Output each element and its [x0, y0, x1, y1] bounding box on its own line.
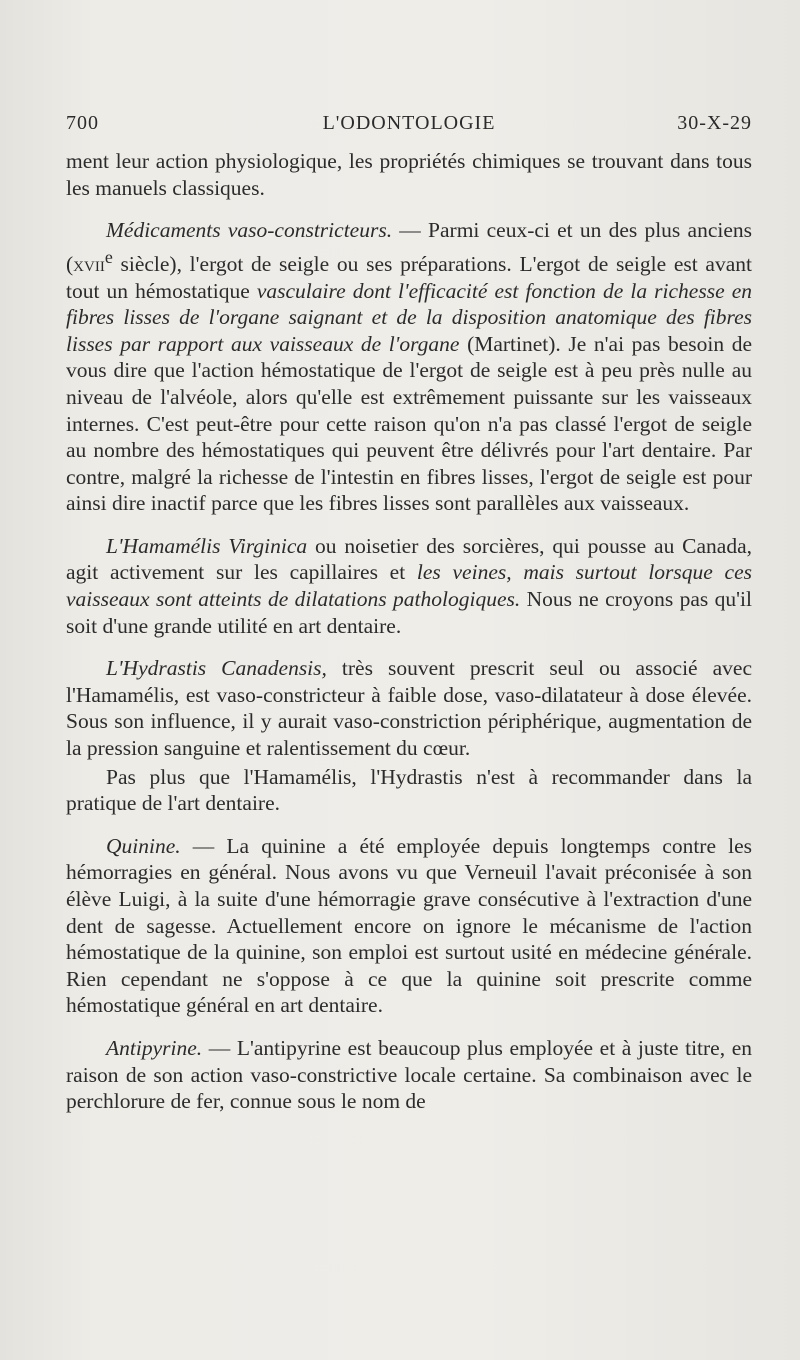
paragraph-vaso-constricteurs: Médicaments vaso-constricteurs. — Parmi ceux-ci et un des plus anciens (xvii$^e$ siècle), l'ergot de seigle ou ses préparations. L'ergot de seigle est avant tout un hémostatique vasculaire dont l'efficacité est fonction de la richesse en fibres lisses de l'organe saignant et de la disposition anatomique des fibres lisses par rapport aux vaisseaux de l'organe (Martinet). Je n'ai pas besoin de vous dire que l'action hémostatique de l'ergot de seigle est à peu près nulle au niveau de l'alvéole, alors qu'elle est extrêmement puissante sur les vaisseaux internes. C'est peut-être pour cette raison qu'on n'a pas classé l'ergot de seigle au nombre des hémostatiques qui peuvent être délivrés pour l'art dentaire. Par contre, malgré la richesse de l'intestin en fibres lisses, l'ergot de seigle est pour ainsi dire inactif parce que les fibres lisses sont parallèles aux vaisseaux. — [66, 218, 753, 516]
section-title: L'Hamamélis Virginica — [106, 533, 308, 558]
superscript: e — [104, 246, 113, 267]
page-number: 700 — [66, 112, 99, 134]
section-title: Quinine. — [106, 833, 181, 858]
journal-title: L'ODONTOLOGIE — [322, 112, 496, 134]
section-title: L'Hydrastis Canadensis, — [106, 656, 327, 681]
paragraph-continuation: ment leur action physiologique, les propriétés chimiques se trouvant dans tous les manuels classiques. — [66, 149, 752, 200]
paragraph-hydrastis-note: Pas plus que l'Hamamélis, l'Hydrastis n'est à recommander dans la pratique de l'art dentaire. — [66, 764, 752, 816]
body-text — [66, 148, 752, 1131]
century-numeral: xvii — [73, 251, 105, 276]
running-head — [66, 112, 752, 142]
paragraph-hamamelis: L'Hamamélis Virginica ou noisetier des sorcières, qui pousse au Canada, agit activement sur les capillaires et les veines, mais surtout lorsque ces vaisseaux sont atteints de dilatations pathologiques. Nous ne croyons pas qu'il soit d'une grande utilité en art dentaire. — [66, 533, 753, 638]
paragraph-quinine: Quinine. — La quinine a été employée depuis longtemps contre les hémorragies en général. Nous avons vu que Verneuil l'avait préconisée à son élève Luigi, à la suite d'une hémorragie grave consécutive à l'extraction d'une dent de sagesse. Actuellement encore on ignore le mécanisme de l'action hémostatique de la quinine, son emploi est surtout usité en médecine générale. Rien cependant ne s'oppose à ce que la quinine soit prescrite comme hémostatique général en art dentaire. — [66, 833, 752, 1018]
issue-date: 30-X-29 — [677, 112, 752, 134]
section-title: Médicaments vaso-constricteurs. — [106, 218, 393, 243]
paragraph-hydrastis: L'Hydrastis Canadensis, très souvent prescrit seul ou associé avec l'Hamamélis, est vaso-constricteur à faible dose, vaso-dilatateur à dose élevée. Sous son influence, il y aurait vaso-constriction périphérique, augmentation de la pression sanguine et ralentissement du cœur. — [66, 656, 752, 761]
paragraph-antipyrine: Antipyrine. — L'antipyrine est beaucoup plus employée et à juste titre, en raison de son action vaso-constrictive locale certaine. Sa combinaison avec le perchlorure de fer, connue sous le nom de — [66, 1035, 752, 1114]
section-title: Antipyrine. — [106, 1035, 203, 1060]
